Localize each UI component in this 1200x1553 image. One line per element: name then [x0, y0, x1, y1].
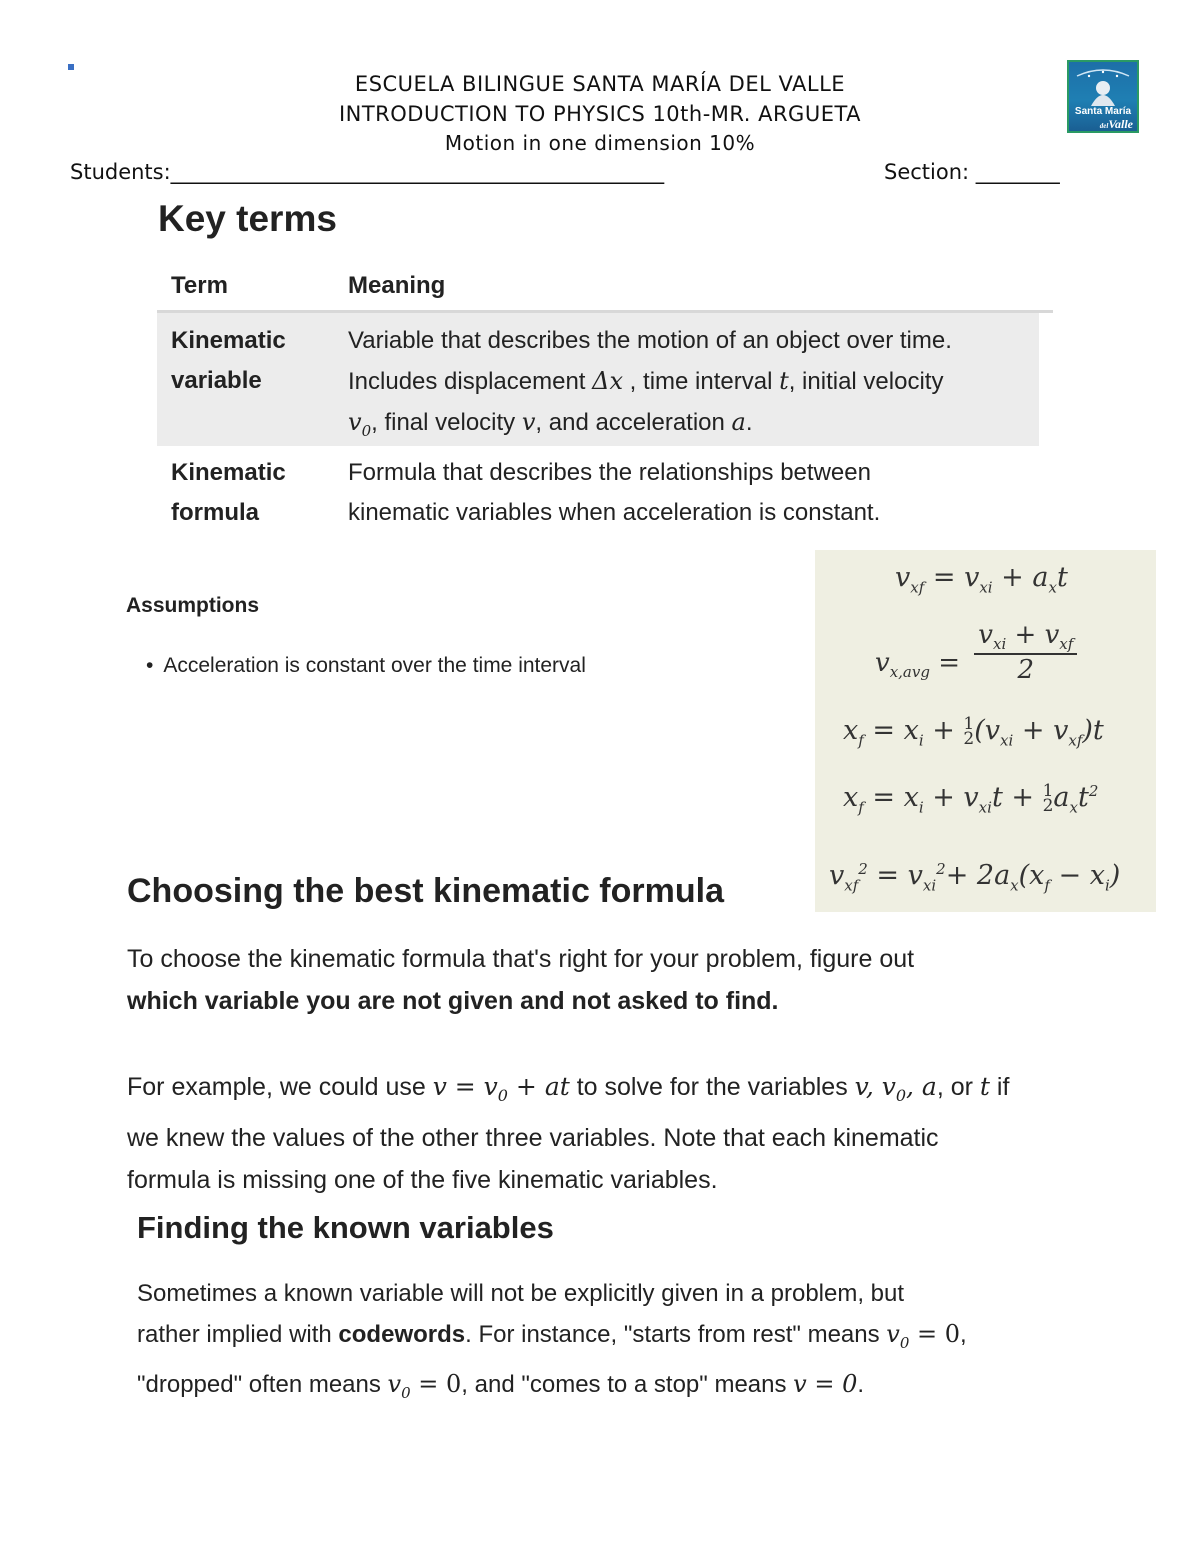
students-field[interactable]: Students:_______________________________________________ [70, 160, 665, 184]
text-run: , or [936, 1073, 980, 1101]
text-run: if [989, 1073, 1010, 1101]
p1-line1: To choose the kinematic formula that's right for your problem, figure out [127, 945, 915, 973]
school-logo [1067, 60, 1139, 133]
key-terms-heading: Key terms [158, 198, 337, 239]
row2-meaning-line2: kinematic variables when acceleration is constant. [348, 499, 881, 526]
math-run: v [886, 1320, 900, 1348]
logo-text-small: del [1099, 122, 1109, 130]
row1-meaning-line2 [348, 361, 1028, 402]
math-run: = 0 [909, 1320, 961, 1348]
math-run: = 0 [410, 1369, 462, 1398]
math-part: , a [906, 1072, 937, 1101]
p2-line1 [127, 1066, 1107, 1117]
finding-heading: Finding the known variables [137, 1210, 554, 1245]
math-run: v [387, 1369, 402, 1398]
math-run [432, 1072, 570, 1105]
col-term: Term [171, 272, 228, 299]
text-run: rather implied with [137, 1321, 339, 1348]
math-sub: 0 [895, 1086, 907, 1105]
row1-term [171, 321, 286, 401]
school-name: ESCUELA BILINGUE SANTA MARÍA DEL VALLE [354, 72, 846, 96]
text-run: . [745, 409, 753, 436]
table-header [157, 272, 1053, 312]
text-run: . For instance, "starts from rest" means [465, 1321, 887, 1348]
math-run: t [979, 1072, 990, 1101]
math-run: v [521, 408, 536, 436]
text-run: . [857, 1370, 865, 1398]
section-field[interactable]: Section: ________ [884, 160, 1060, 184]
p3-line1: Sometimes a known variable will not be explicitly given in a problem, but [137, 1280, 905, 1307]
row1-term-line2: variable [171, 367, 262, 394]
choosing-paragraph-1 [127, 938, 1087, 1022]
math-run: v [348, 408, 362, 436]
row1-meaning [348, 321, 1028, 451]
math-run: a [731, 408, 746, 436]
finding-paragraph [137, 1273, 1097, 1414]
logo-text-valle: Valle [1108, 117, 1133, 131]
logo-text-line2 [1069, 118, 1133, 132]
row2-meaning-line1: Formula that describes the relationships between [348, 459, 871, 486]
math-part: + at [507, 1072, 570, 1101]
col-meaning: Meaning [348, 272, 446, 299]
row1-meaning-line1: Variable that describes the motion of an object over time. [348, 327, 952, 354]
topic-title: Motion in one dimension 10% [444, 131, 756, 155]
math-sub: 0 [497, 1086, 508, 1105]
text-run: , initial velocity [788, 368, 944, 395]
p1-bold: which variable you are not given and not asked to find. [127, 987, 779, 1015]
row1-term-line1: Kinematic [171, 327, 286, 354]
text-run: , [960, 1321, 967, 1348]
math-run [854, 1072, 937, 1105]
choosing-heading: Choosing the best kinematic formula [127, 872, 724, 910]
row2-meaning [348, 453, 1028, 533]
text-run: , final velocity [371, 409, 522, 436]
formula-2: $v_{x,avg}$ = $v_{xi} + v_{xf}$ 2 [875, 620, 1077, 685]
p3-line3 [137, 1364, 1097, 1414]
math-sub: 0 [899, 1333, 910, 1352]
text-run: "dropped" often means [137, 1370, 388, 1398]
formula-1: $v_{xf} = v_{xi} + a_xt$ [895, 562, 1068, 597]
corner-mark [68, 64, 74, 70]
row2-term-line1: Kinematic [171, 459, 286, 486]
row2-term-line2: formula [171, 499, 260, 526]
formula-box [815, 550, 1156, 912]
math-run: v = 0 [793, 1369, 858, 1398]
math-sub: 0 [401, 1383, 411, 1402]
choosing-paragraph-2 [127, 1066, 1107, 1201]
assumptions-heading: Assumptions [126, 594, 260, 617]
math-sub: 0 [361, 421, 372, 440]
math-part: v, v [854, 1072, 896, 1101]
p2-line2: we knew the values of the other three variables. Note that each kinematic [127, 1124, 939, 1152]
text-run: , and "comes to a stop" means [461, 1370, 794, 1398]
text-run: to solve for the variables [569, 1073, 855, 1101]
text-run: , and acceleration [535, 409, 732, 436]
text-run: , time interval [623, 368, 780, 395]
p3-line2 [137, 1314, 1097, 1364]
text-run: For example, we could use [127, 1073, 433, 1101]
logo-text-line1: Santa María [1074, 106, 1132, 117]
math-part: v = v [432, 1072, 498, 1101]
math-run: t [779, 367, 789, 395]
p2-line3: formula is missing one of the five kinematic variables. [127, 1166, 718, 1194]
course-name: INTRODUCTION TO PHYSICS 10th-MR. ARGUETA [338, 102, 862, 126]
text-run: Includes displacement [348, 368, 593, 395]
math-run: Δx [592, 367, 624, 395]
row2-term [171, 453, 286, 533]
assumption-item: • Acceleration is constant over the time interval [146, 654, 586, 678]
formula-4: $x_f = x_i + v_{xi}t + 1$ $2a_xt^2$ [843, 780, 1099, 817]
row1-meaning-line3 [348, 402, 1028, 451]
codewords: codewords [338, 1321, 466, 1348]
formula-3: $x_f = x_i + 1$ $2(v_{xi} + v_{xf})t$ [843, 713, 1104, 750]
formula-5: $v_{xf}^2 = v_{xi}^2+ 2a_x(x_f - x_i)$ [829, 860, 1121, 895]
